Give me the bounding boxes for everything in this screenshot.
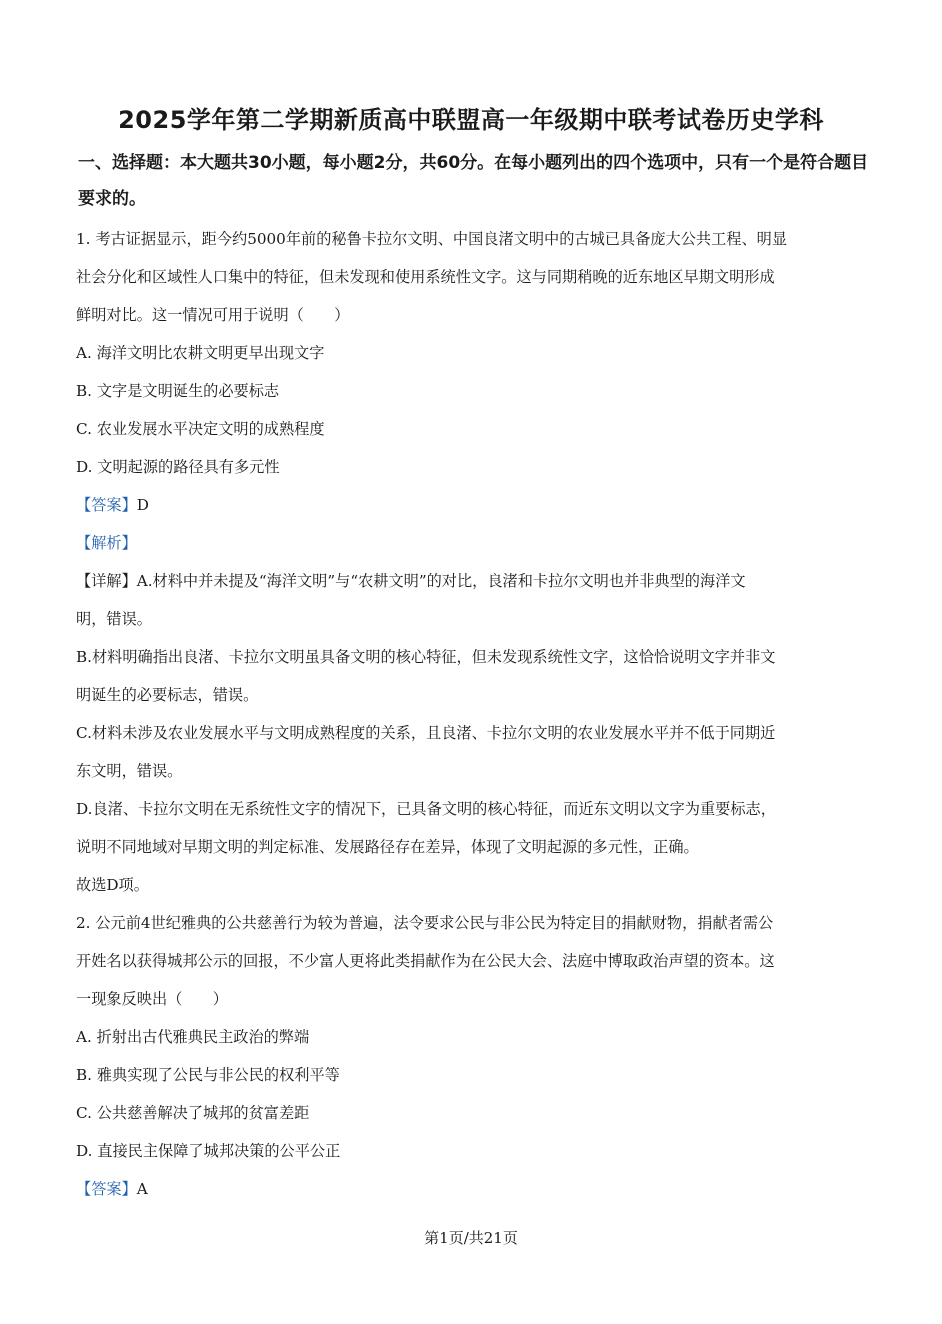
answer-tag: 【答案】 — [76, 1180, 137, 1198]
question-1-option-a: A. 海洋文明比农耕文明更早出现文字 — [76, 344, 325, 362]
question-1-option-c: C. 农业发展水平决定文明的成熟程度 — [76, 420, 325, 438]
question-1-detail-line: 说明不同地域对早期文明的判定标准、发展路径存在差异，体现了文明起源的多元性，正确。 — [76, 838, 699, 856]
analysis-tag: 【解析】 — [76, 534, 137, 552]
question-2-stem-line: 开姓名以获得城邦公示的回报，不少富人更将此类捐献作为在公民大会、法庭中博取政治声望的资本。这 — [76, 952, 775, 970]
question-1-detail-line: C.材料未涉及农业发展水平与文明成熟程度的关系，且良渚、卡拉尔文明的农业发展水平并不低于同期近 — [76, 724, 776, 742]
question-1-option-b: B. 文字是文明诞生的必要标志 — [76, 382, 280, 400]
question-2-stem-line: 2. 公元前4世纪雅典的公共慈善行为较为普遍，法令要求公民与非公民为特定目的捐献财物，捐献者需公 — [76, 914, 774, 932]
detail-text: A.材料中并未提及“海洋文明”与“农耕文明”的对比，良渚和卡拉尔文明也并非典型的海洋文 — [136, 572, 746, 590]
question-1-conclusion: 故选D项。 — [76, 876, 149, 894]
answer-tag: 【答案】 — [76, 496, 137, 514]
question-1-option-d: D. 文明起源的路径具有多元性 — [76, 458, 280, 476]
question-1-stem-line: 社会分化和区域性人口集中的特征，但未发现和使用系统性文字。这与同期稍晚的近东地区早期文明形成 — [76, 268, 775, 286]
question-2-option-d: D. 直接民主保障了城邦决策的公平公正 — [76, 1142, 341, 1160]
question-1-stem-line: 鲜明对比。这一情况可用于说明（ ） — [76, 306, 350, 324]
question-2-answer — [76, 1178, 148, 1199]
question-1-answer — [76, 494, 149, 515]
question-1-stem-line: 1. 考古证据显示，距今约5000年前的秘鲁卡拉尔文明、中国良渚文明中的古城已具备庞大公共工程、明显 — [76, 230, 788, 248]
question-2-stem-line: 一现象反映出（ ） — [76, 990, 228, 1008]
question-1-detail-line: 明，错误。 — [76, 610, 152, 628]
question-1-detail-line — [76, 570, 746, 591]
question-2-option-b: B. 雅典实现了公民与非公民的权利平等 — [76, 1066, 340, 1084]
question-1-detail-line: 明诞生的必要标志，错误。 — [76, 686, 259, 704]
question-2-option-a: A. 折射出古代雅典民主政治的弊端 — [76, 1028, 310, 1046]
question-1-detail-line: D.良渚、卡拉尔文明在无系统性文字的情况下，已具备文明的核心特征，而近东文明以文字为重要标志， — [76, 800, 776, 818]
question-1-detail-line: B.材料明确指出良渚、卡拉尔文明虽具备文明的核心特征，但未发现系统性文字，这恰恰说明文字并非文 — [76, 648, 776, 666]
page-number: 第1页/共21页 — [424, 1229, 518, 1247]
question-2-option-c: C. 公共慈善解决了城邦的贫富差距 — [76, 1104, 310, 1122]
answer-value: A — [136, 1180, 148, 1198]
page-title: 2025学年第二学期新质高中联盟高一年级期中联考试卷历史学科 — [118, 106, 824, 134]
detail-tag: 【详解】 — [76, 572, 137, 590]
question-1-detail-line: 东文明，错误。 — [76, 762, 183, 780]
section-heading: 一、选择题：本大题共30小题，每小题2分，共60分。在每小题列出的四个选项中，只有一个是符合题目要求的。 — [78, 153, 869, 209]
answer-value: D — [136, 496, 149, 514]
